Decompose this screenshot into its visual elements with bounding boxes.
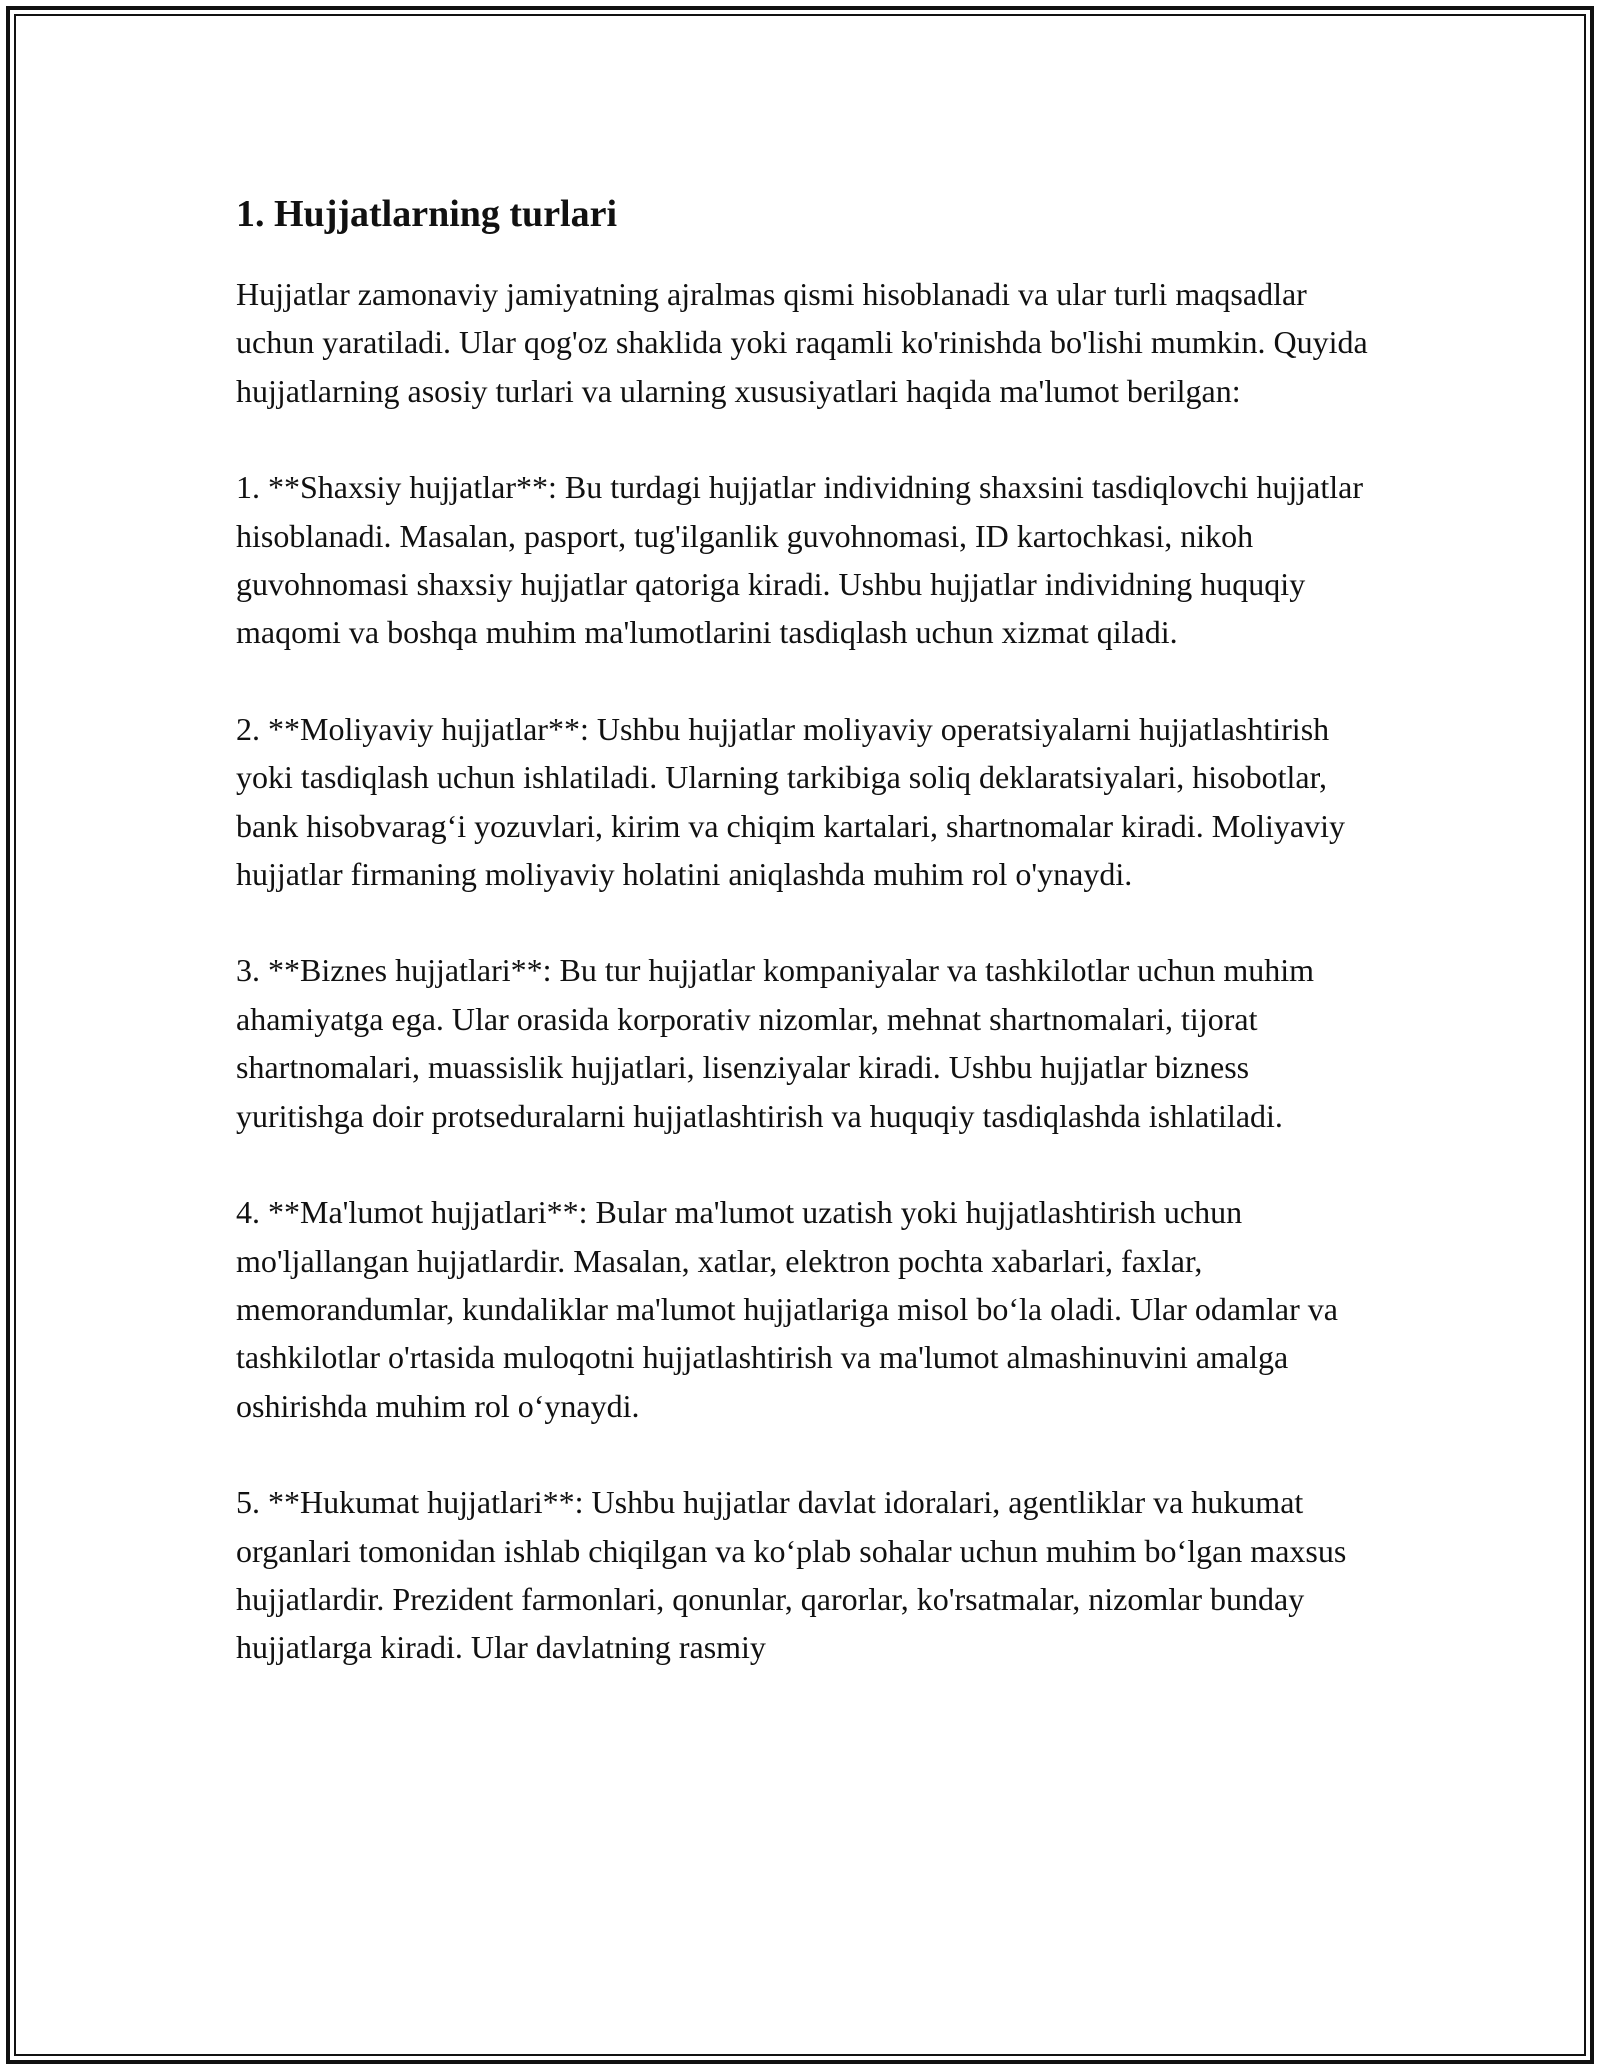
paragraph-financial-documents: 2. **Moliyaviy hujjatlar**: Ushbu hujjatlar moliyaviy operatsiyalarni hujjatlashtirish yoki tasdiqlash uchun ishlatiladi. Ularning tarkibiga soliq deklaratsiyalari, hisobotlar, bank hisobvarag‘i yozuvlari, kirim va chiqim kartalari, shartnomalar kiradi. Moliyaviy hujjatlar firmaning moliyaviy holatini aniqlashda muhim rol o'ynaydi. [236,710,1346,893]
paragraph-business-documents: 3. **Biznes hujjatlari**: Bu tur hujjatlar kompaniyalar va tashkilotlar uchun muhim ahamiyatga ega. Ular orasida korporativ nizomlar, mehnat shartnomalari, tijorat shartnomalari, muassislik hujjatlari, lisenziyalar kiradi. Ushbu hujjatlar bizness yuritishga doir protseduralarni hujjatlashtirish va huquqiy tasdiqlashda ishlatiladi. [236,952,1314,1134]
paragraph-personal-documents: 1. **Shaxsiy hujjatlar**: Bu turdagi hujjatlar individning shaxsini tasdiqlovchi hujjatlar hisoblanadi. Masalan, pasport, tug'ilganlik guvohnomasi, ID kartochkasi, nikoh guvohnomasi shaxsiy hujjatlar qatoriga kiradi. Ushbu hujjatlar individning huquqiy maqomi va boshqa muhim ma'lumotlarini tasdiqlash uchun xizmat qiladi. [236,469,1363,651]
section-title: 1. Hujjatlarning turlari [236,193,618,235]
document-body [236,188,1376,1672]
paragraph-government-documents: 5. **Hukumat hujjatlari**: Ushbu hujjatlar davlat idoralari, agentliklar va hukumat organlari tomonidan ishlab chiqilgan va ko‘plab sohalar uchun muhim bo‘lgan maxsus hujjatlardir. Prezident farmonlari, qonunlar, qarorlar, ko'rsatmalar, nizomlar bunday hujjatlarga kiradi. Ular davlatning rasmiy [236,1484,1347,1666]
paragraph-information-documents: 4. **Ma'lumot hujjatlari**: Bular ma'lumot uzatish yoki hujjatlashtirish uchun mo'ljallangan hujjatlardir. Masalan, xatlar, elektron pochta xabarlari, faxlar, memorandumlar, kundaliklar ma'lumot hujjatlariga misol bo‘la oladi. Ular odamlar va tashkilotlar o'rtasida muloqotni hujjatlashtirish va ma'lumot almashinuvini amalga oshirishda muhim rol o‘ynaydi. [236,1194,1338,1424]
intro-paragraph: Hujjatlar zamonaviy jamiyatning ajralmas qismi hisoblanadi va ular turli maqsadlar uchun yaratiladi. Ular qog'oz shaklida yoki raqamli ko'rinishda bo'lishi mumkin. Quyida hujjatlarning asosiy turlari va ularning xususiyatlari haqida ma'lumot berilgan: [236,276,1368,409]
